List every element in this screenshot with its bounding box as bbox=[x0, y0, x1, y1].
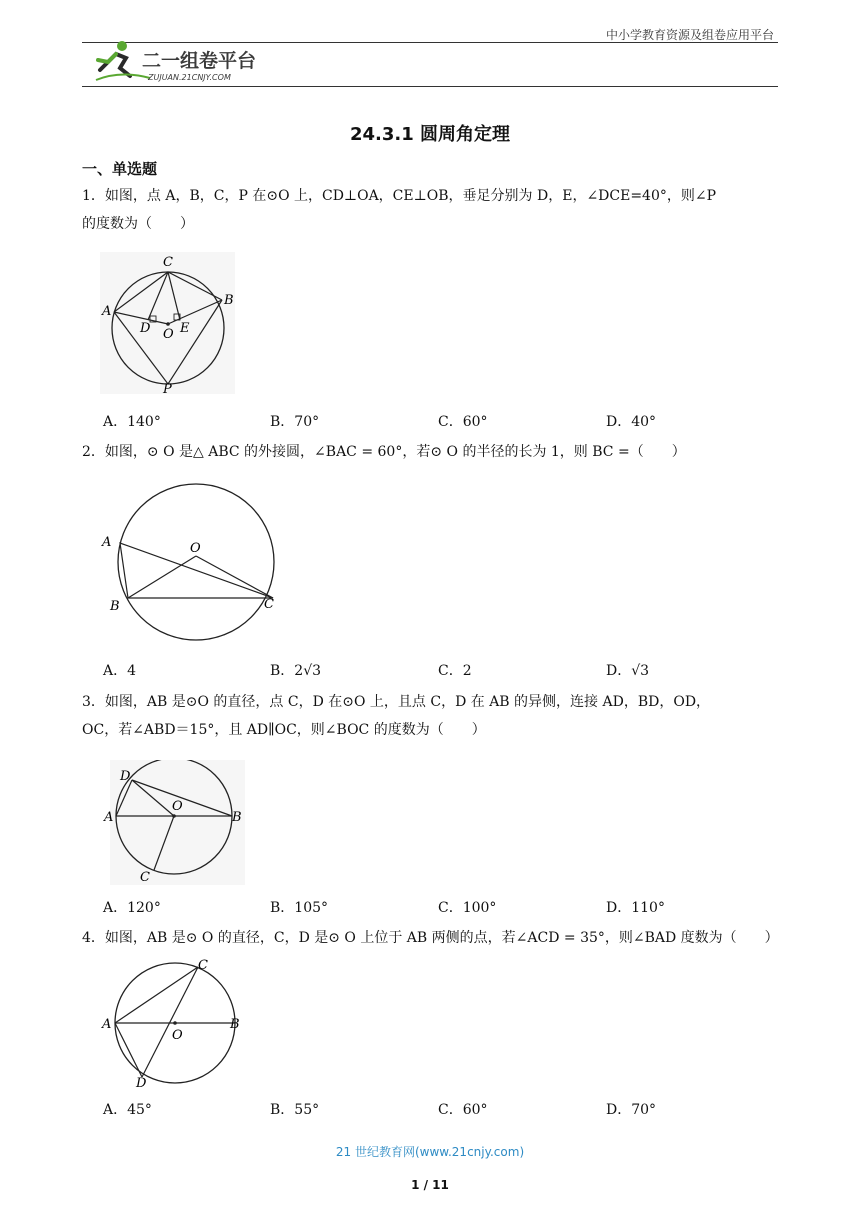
question-4-option-d[interactable]: D．70° bbox=[606, 1102, 657, 1118]
question-2-option-b[interactable]: B．2√3 bbox=[270, 663, 322, 679]
question-3-line2: OC，若∠ABD＝15°，且 AD∥OC，则∠BOC 的度数为（ ） bbox=[82, 722, 486, 738]
fig1-label-o: O bbox=[163, 327, 174, 342]
question-3-stem bbox=[82, 688, 782, 744]
fig1-label-b: B bbox=[224, 293, 234, 308]
question-2-option-d[interactable]: D．√3 bbox=[606, 663, 650, 679]
logo-subtext: ZUJUAN.21CNJY.COM bbox=[148, 73, 231, 82]
question-1-option-a[interactable]: A．140° bbox=[103, 414, 161, 430]
fig4-label-o: O bbox=[172, 1028, 183, 1043]
fig4-label-a: A bbox=[102, 1017, 112, 1032]
fig3-label-a: A bbox=[104, 810, 114, 825]
platform-name: 中小学教育资源及组卷应用平台 bbox=[605, 28, 774, 42]
question-2-line1: 2．如图，⊙ O 是△ ABC 的外接圆，∠BAC = 60°，若⊙ O 的半径的长为 1，则 BC =（ ） bbox=[82, 444, 686, 460]
fig3-label-o: O bbox=[172, 799, 183, 814]
question-1-line2: 的度数为（ ） bbox=[82, 216, 194, 232]
question-3-option-c[interactable]: C．100° bbox=[438, 900, 497, 916]
fig2-label-b: B bbox=[110, 599, 120, 614]
question-2-option-a[interactable]: A．4 bbox=[103, 663, 137, 679]
fig1-label-e: E bbox=[180, 321, 190, 336]
question-1-stem bbox=[82, 182, 782, 238]
fig1-label-c: C bbox=[163, 255, 173, 270]
fig2-label-c: C bbox=[264, 597, 274, 612]
fig4-label-c: C bbox=[198, 958, 208, 973]
fig3-label-b: B bbox=[232, 810, 242, 825]
fig4-label-b: B bbox=[230, 1017, 240, 1032]
section-heading: 一、单选题 bbox=[82, 160, 158, 178]
document-title: 24.3.1 圆周角定理 bbox=[349, 124, 511, 145]
footer-site-link[interactable]: 21 世纪教育网(www.21cnjy.com) bbox=[335, 1145, 525, 1159]
fig2-label-a: A bbox=[102, 535, 112, 550]
question-2-option-c[interactable]: C．2 bbox=[438, 663, 472, 679]
fig1-label-p: P bbox=[163, 382, 172, 394]
question-4-option-c[interactable]: C．60° bbox=[438, 1102, 488, 1118]
question-4-line1: 4．如图，AB 是⊙ O 的直径，C，D 是⊙ O 上位于 AB 两侧的点，若∠ACD = 35°，则∠BAD 度数为（ ） bbox=[82, 930, 779, 946]
logo-text: 二一组卷平台 bbox=[142, 50, 257, 72]
site-logo[interactable] bbox=[90, 40, 280, 84]
header-rule-bottom bbox=[82, 86, 778, 87]
question-2-figure bbox=[98, 478, 283, 646]
question-1-option-d[interactable]: D．40° bbox=[606, 414, 657, 430]
question-1-option-c[interactable]: C．60° bbox=[438, 414, 488, 430]
question-3-line1: 3．如图，AB 是⊙O 的直径，点 C，D 在⊙O 上，且点 C，D 在 AB 的异侧，连接 AD，BD，OD， bbox=[82, 694, 711, 710]
question-2-stem bbox=[82, 438, 782, 466]
question-3-figure bbox=[102, 760, 250, 888]
page-number: 1 / 11 bbox=[411, 1178, 449, 1192]
fig1-label-a: A bbox=[102, 304, 112, 319]
question-1-option-b[interactable]: B．70° bbox=[270, 414, 320, 430]
fig3-label-d: D bbox=[120, 769, 131, 784]
runner-logo-icon bbox=[90, 40, 280, 84]
question-3-option-b[interactable]: B．105° bbox=[270, 900, 329, 916]
question-4-stem bbox=[82, 924, 782, 952]
fig4-label-d: D bbox=[136, 1076, 147, 1090]
question-3-option-a[interactable]: A．120° bbox=[103, 900, 161, 916]
fig1-label-d: D bbox=[140, 321, 151, 336]
question-3-option-d[interactable]: D．110° bbox=[606, 900, 665, 916]
question-4-option-a[interactable]: A．45° bbox=[103, 1102, 152, 1118]
fig3-label-c: C bbox=[140, 870, 150, 885]
question-4-option-b[interactable]: B．55° bbox=[270, 1102, 320, 1118]
question-4-figure bbox=[100, 955, 250, 1090]
question-1-figure bbox=[100, 252, 235, 394]
question-1-line1: 1．如图，点 A，B，C，P 在⊙O 上，CD⊥OA，CE⊥OB，垂足分别为 D，E，∠DCE=40°，则∠P bbox=[82, 188, 717, 204]
fig2-label-o: O bbox=[190, 541, 201, 556]
